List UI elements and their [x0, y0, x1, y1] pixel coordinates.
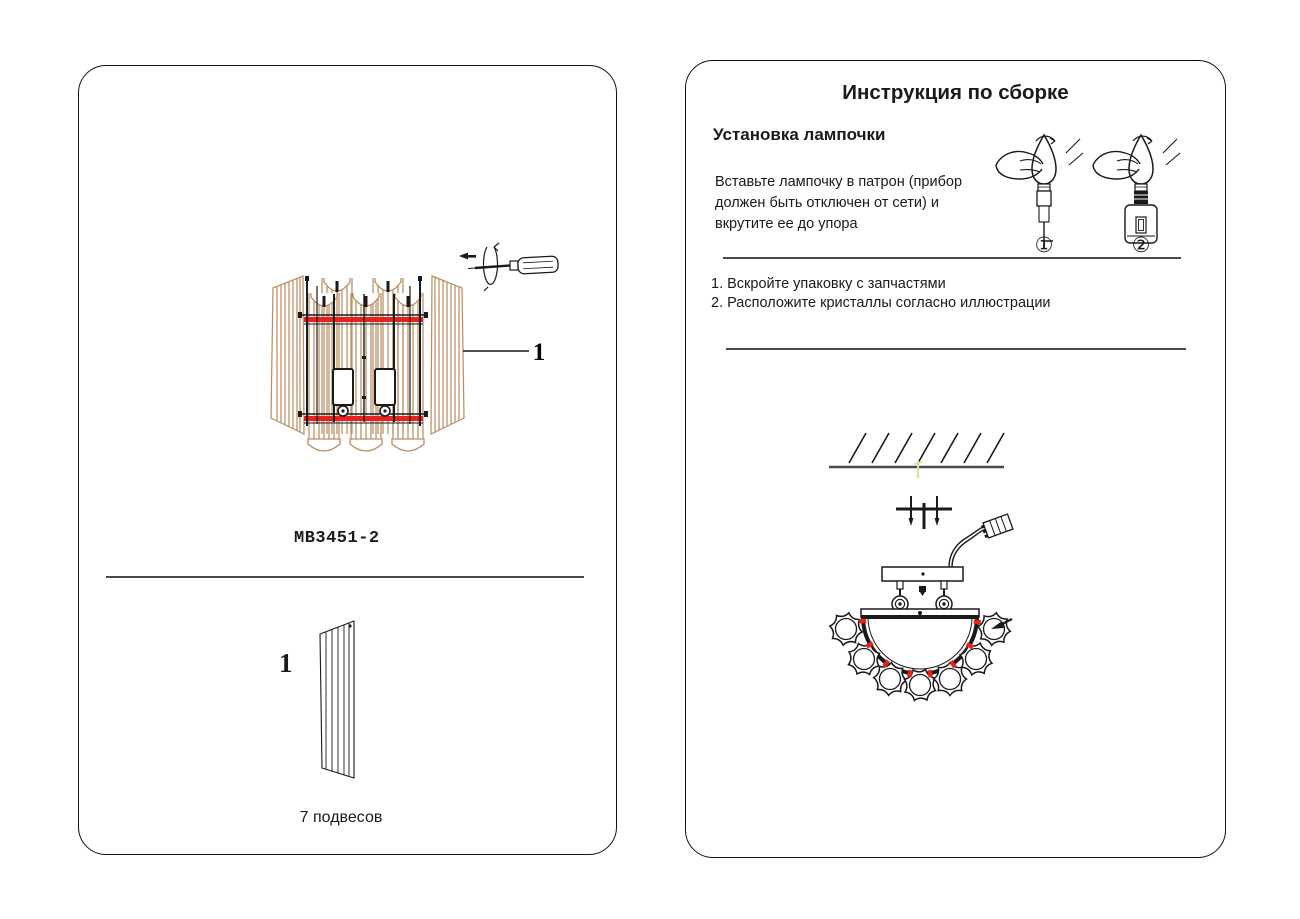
lamp-callout — [463, 339, 545, 366]
pendant-pin-hole — [348, 624, 351, 627]
bottom-cup — [392, 439, 424, 451]
right-panel-divider-2 — [726, 348, 1186, 350]
crystal-piece — [978, 613, 1011, 646]
step-item: 1. Вскройте упаковку с запчастями — [711, 276, 946, 292]
screw-mark — [914, 461, 922, 478]
assembly-panel — [685, 60, 1226, 858]
bottom-cup — [308, 439, 340, 451]
left-panel-divider — [106, 576, 584, 578]
bulb-base — [1134, 191, 1148, 204]
parts-panel — [78, 65, 617, 855]
attach-mark — [974, 620, 981, 625]
terminal-block-icon — [980, 514, 1013, 539]
figure-marker-2: ② — [1131, 233, 1151, 257]
bulb-figure-1 — [996, 135, 1083, 241]
wall-lamp-diagram — [79, 66, 618, 606]
lamp-right-fan-panel — [431, 276, 464, 434]
lamp-left-fan-panel — [271, 276, 304, 434]
right-panel-divider-1 — [723, 257, 1181, 259]
bottom-cup — [350, 439, 382, 451]
instruction-paragraph — [715, 172, 1015, 235]
crystal-piece — [830, 613, 862, 645]
section-heading: Установка лампочки — [713, 125, 886, 144]
instruction-line: должен быть отключен от сети) и — [715, 195, 939, 211]
screwdriver-icon — [468, 243, 558, 291]
pendant-crystal — [320, 621, 354, 778]
bulb-figure-2 — [1093, 135, 1180, 243]
step-item: 2. Расположите кристаллы согласно иллюстрации — [711, 295, 1051, 311]
ceiling-hatch — [849, 433, 1004, 463]
direction-arrow-icon — [459, 253, 476, 260]
bottom-crystal-cups — [308, 439, 424, 451]
page-title: Инструкция по сборке — [842, 81, 1069, 104]
instruction-line: вкрутите ее до упора — [715, 216, 858, 232]
mounting-figure — [816, 416, 1036, 711]
model-number: MB3451-2 — [294, 529, 380, 548]
wire-connector — [949, 514, 1013, 567]
bulb-install-figures — [986, 129, 1186, 254]
instruction-line: Вставьте лампочку в патрон (прибор — [715, 174, 963, 190]
lamp-callout-number: 1 — [532, 339, 546, 366]
figure-marker-1: ① — [1034, 233, 1054, 257]
pendant-callout-number: 1 — [279, 648, 293, 678]
attach-mark — [859, 619, 866, 624]
mounting-plate — [882, 567, 963, 612]
mounting-bracket — [896, 496, 952, 529]
pendant-caption: 7 подвесов — [299, 809, 383, 826]
